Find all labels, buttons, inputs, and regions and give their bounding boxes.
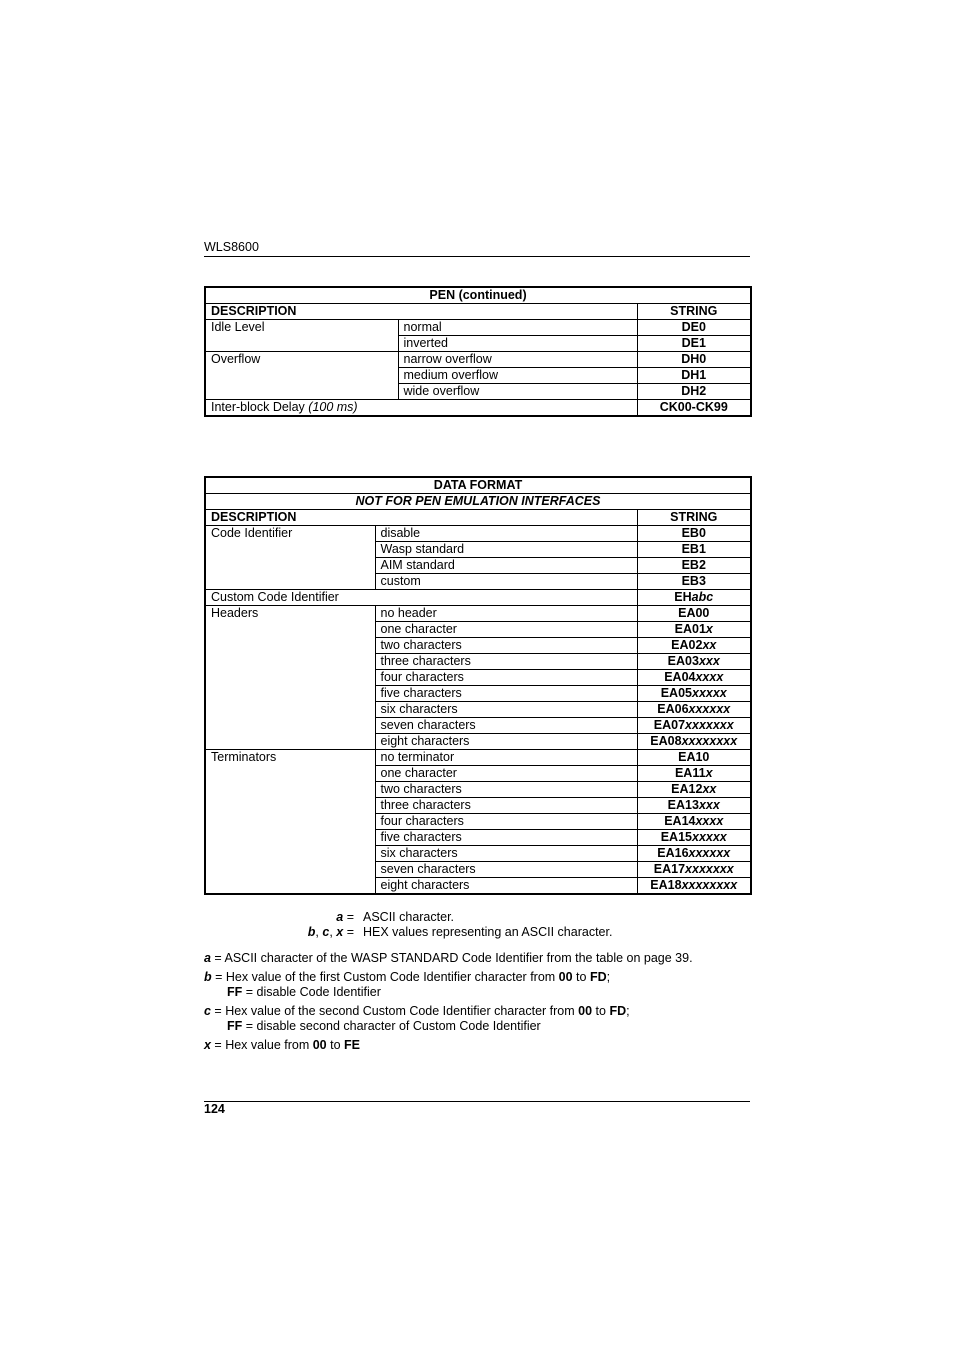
note-b-to-word: to: [572, 970, 590, 984]
delay-label-cell: [205, 400, 637, 417]
note-x-from: 00: [312, 1038, 327, 1052]
option-string-variable: xxxx: [695, 670, 724, 684]
option-label: eight characters: [375, 734, 637, 750]
table-row: [205, 750, 751, 766]
option-string-code: EB2: [681, 558, 706, 572]
option-string-variable: xxxxxx: [688, 846, 731, 860]
option-string-code: EA04: [664, 670, 696, 684]
legend-a-symbol: a =: [336, 910, 354, 924]
note-b: [204, 970, 750, 1000]
option-string: [637, 542, 751, 558]
option-label: four characters: [375, 814, 637, 830]
note-b-ff: FF: [227, 985, 243, 999]
option-string: [637, 702, 751, 718]
delay-label: Inter-block Delay: [211, 400, 305, 414]
note-c-to: FD: [609, 1004, 627, 1018]
option-string-code: EA05: [660, 686, 692, 700]
table-subtitle-row: [205, 494, 751, 510]
option-string-code: EA06: [657, 702, 689, 716]
option-label: two characters: [375, 638, 637, 654]
option-label: no header: [375, 606, 637, 622]
note-b-symbol: b: [204, 970, 212, 984]
option-string-variable: xxxx: [695, 814, 724, 828]
legend-a: [204, 910, 750, 926]
option-string-code: EA13: [667, 798, 699, 812]
note-c-to-word: to: [592, 1004, 610, 1018]
option-string-variable: xxxxxx: [688, 702, 731, 716]
option-string-variable: xxx: [698, 798, 720, 812]
note-a: [204, 951, 750, 966]
page-footer: [204, 1101, 750, 1116]
legend-bcx-text: HEX values representing an ASCII character.: [363, 925, 613, 939]
option-string-code: EA00: [678, 606, 710, 620]
option-label: medium overflow: [398, 368, 637, 384]
option-string: [637, 606, 751, 622]
option-label: four characters: [375, 670, 637, 686]
table-row: [205, 526, 751, 542]
option-label: seven characters: [375, 862, 637, 878]
option-string: DH0: [637, 352, 751, 368]
note-b-from: 00: [558, 970, 573, 984]
option-string: [637, 558, 751, 574]
option-label: custom: [375, 574, 637, 590]
option-string-variable: x: [705, 622, 713, 636]
option-string-code: EA10: [678, 750, 710, 764]
page-header: [204, 240, 750, 257]
note-c-end: ;: [626, 1004, 630, 1018]
table-title-row: [205, 477, 751, 494]
option-string: [637, 862, 751, 878]
option-label: two characters: [375, 782, 637, 798]
option-string-code: EA15: [660, 830, 692, 844]
option-string-code: EA14: [664, 814, 696, 828]
note-c-ff-text: = disable second character of Custom Code Identifier: [242, 1019, 541, 1033]
custom-code-string: [637, 590, 751, 606]
note-x-symbol: x: [204, 1038, 211, 1052]
note-a-text: = ASCII character of the WASP STANDARD Code Identifier from the table on page 39.: [210, 951, 693, 965]
delay-unit: (100 ms): [308, 400, 358, 414]
option-string-code: EA12: [671, 782, 703, 796]
group-label: Terminators: [205, 750, 375, 895]
option-label: three characters: [375, 654, 637, 670]
table-row: [205, 320, 751, 336]
option-string: DE0: [637, 320, 751, 336]
table-title-row: [205, 287, 751, 304]
option-string: [637, 734, 751, 750]
option-label: disable: [375, 526, 637, 542]
option-string-variable: xxxxxxx: [685, 718, 734, 732]
option-string-code: EA08: [650, 734, 682, 748]
data-format-table-body: [205, 477, 751, 894]
option-string: [637, 782, 751, 798]
table-row: [205, 400, 751, 417]
option-string-variable: xxxxx: [692, 686, 727, 700]
table-header-row: [205, 510, 751, 526]
note-b-end: ;: [606, 970, 611, 984]
description-header: DESCRIPTION: [205, 304, 637, 320]
option-string: [637, 830, 751, 846]
note-c-from: 00: [578, 1004, 593, 1018]
option-string: [637, 622, 751, 638]
option-string: [637, 766, 751, 782]
table-title: DATA FORMAT: [205, 477, 751, 494]
option-string: [637, 846, 751, 862]
notes: [204, 951, 750, 1057]
option-string: [637, 670, 751, 686]
option-string: [637, 686, 751, 702]
legend-bcx-symbol: b, c, x =: [307, 925, 354, 939]
group-label: Code Identifier: [205, 526, 375, 590]
pen-table-body: [205, 287, 751, 416]
description-header: DESCRIPTION: [205, 510, 637, 526]
option-label: inverted: [398, 336, 637, 352]
option-string-variable: xxxxx: [692, 830, 727, 844]
table-row: [205, 352, 751, 368]
option-string-variable: xx: [702, 782, 717, 796]
page-number: 124: [204, 1102, 225, 1116]
table-row: [205, 606, 751, 622]
option-label: no terminator: [375, 750, 637, 766]
option-label: wide overflow: [398, 384, 637, 400]
note-c-text: = Hex value of the second Custom Code Identifier character from: [210, 1004, 579, 1018]
option-string: DH2: [637, 384, 751, 400]
option-string-code: EA18: [650, 878, 682, 892]
data-format-table: [204, 476, 752, 895]
custom-code-variable: abc: [691, 590, 714, 604]
option-string: [637, 814, 751, 830]
option-string: DE1: [637, 336, 751, 352]
model-name: WLS8600: [204, 240, 259, 254]
custom-code-label: Custom Code Identifier: [205, 590, 637, 606]
option-string-code: EA16: [657, 846, 689, 860]
option-label: Wasp standard: [375, 542, 637, 558]
option-label: five characters: [375, 830, 637, 846]
option-label: AIM standard: [375, 558, 637, 574]
table-title: PEN (continued): [205, 287, 751, 304]
legend-bcx: [204, 925, 750, 941]
note-b-text: = Hex value of the first Custom Code Identifier character from: [211, 970, 559, 984]
option-label: eight characters: [375, 878, 637, 895]
delay-string: CK00-CK99: [637, 400, 751, 417]
legend-a-text: ASCII character.: [363, 910, 455, 924]
note-x: [204, 1038, 750, 1053]
option-string-variable: xxxxxxxx: [681, 878, 738, 892]
option-string-variable: xxx: [698, 654, 720, 668]
note-x-to-word: to: [326, 1038, 345, 1052]
note-x-text: = Hex value from: [210, 1038, 313, 1052]
option-string: [637, 750, 751, 766]
option-label: normal: [398, 320, 637, 336]
note-c: [204, 1004, 750, 1034]
option-string: [637, 574, 751, 590]
option-label: six characters: [375, 702, 637, 718]
option-string-variable: x: [705, 766, 713, 780]
table-subtitle: NOT FOR PEN EMULATION INTERFACES: [205, 494, 751, 510]
option-string-variable: xx: [702, 638, 717, 652]
table-row: [205, 590, 751, 606]
note-b-to: FD: [589, 970, 607, 984]
option-string-code: EA17: [653, 862, 686, 876]
note-x-to: FE: [344, 1038, 360, 1052]
note-a-symbol: a: [204, 951, 211, 965]
option-string: [637, 638, 751, 654]
option-label: narrow overflow: [398, 352, 637, 368]
option-label: one character: [375, 622, 637, 638]
group-label: Overflow: [205, 352, 398, 400]
option-string-code: EA07: [653, 718, 686, 732]
note-c-symbol: c: [204, 1004, 211, 1018]
group-label: Idle Level: [205, 320, 398, 352]
option-string: [637, 718, 751, 734]
string-header: STRING: [637, 510, 751, 526]
pen-table: [204, 286, 752, 417]
option-label: seven characters: [375, 718, 637, 734]
option-string-code: EA01: [674, 622, 706, 636]
option-string: [637, 798, 751, 814]
option-label: three characters: [375, 798, 637, 814]
option-label: one character: [375, 766, 637, 782]
option-string-variable: xxxxxxx: [685, 862, 734, 876]
option-string-code: EB1: [681, 542, 706, 556]
table-header-row: [205, 304, 751, 320]
option-label: six characters: [375, 846, 637, 862]
custom-code-prefix: EH: [674, 590, 692, 604]
option-string: [637, 526, 751, 542]
group-label: Headers: [205, 606, 375, 750]
option-string-code: EB0: [681, 526, 706, 540]
option-string-code: EA02: [671, 638, 703, 652]
note-b-ff-text: = disable Code Identifier: [242, 985, 381, 999]
option-label: five characters: [375, 686, 637, 702]
option-string: DH1: [637, 368, 751, 384]
option-string-code: EA03: [667, 654, 699, 668]
option-string-code: EB3: [681, 574, 706, 588]
option-string: [637, 654, 751, 670]
note-c-ff: FF: [227, 1019, 243, 1033]
option-string-variable: xxxxxxxx: [681, 734, 738, 748]
option-string-code: EA11: [674, 766, 706, 780]
option-string: [637, 878, 751, 895]
string-header: STRING: [637, 304, 751, 320]
